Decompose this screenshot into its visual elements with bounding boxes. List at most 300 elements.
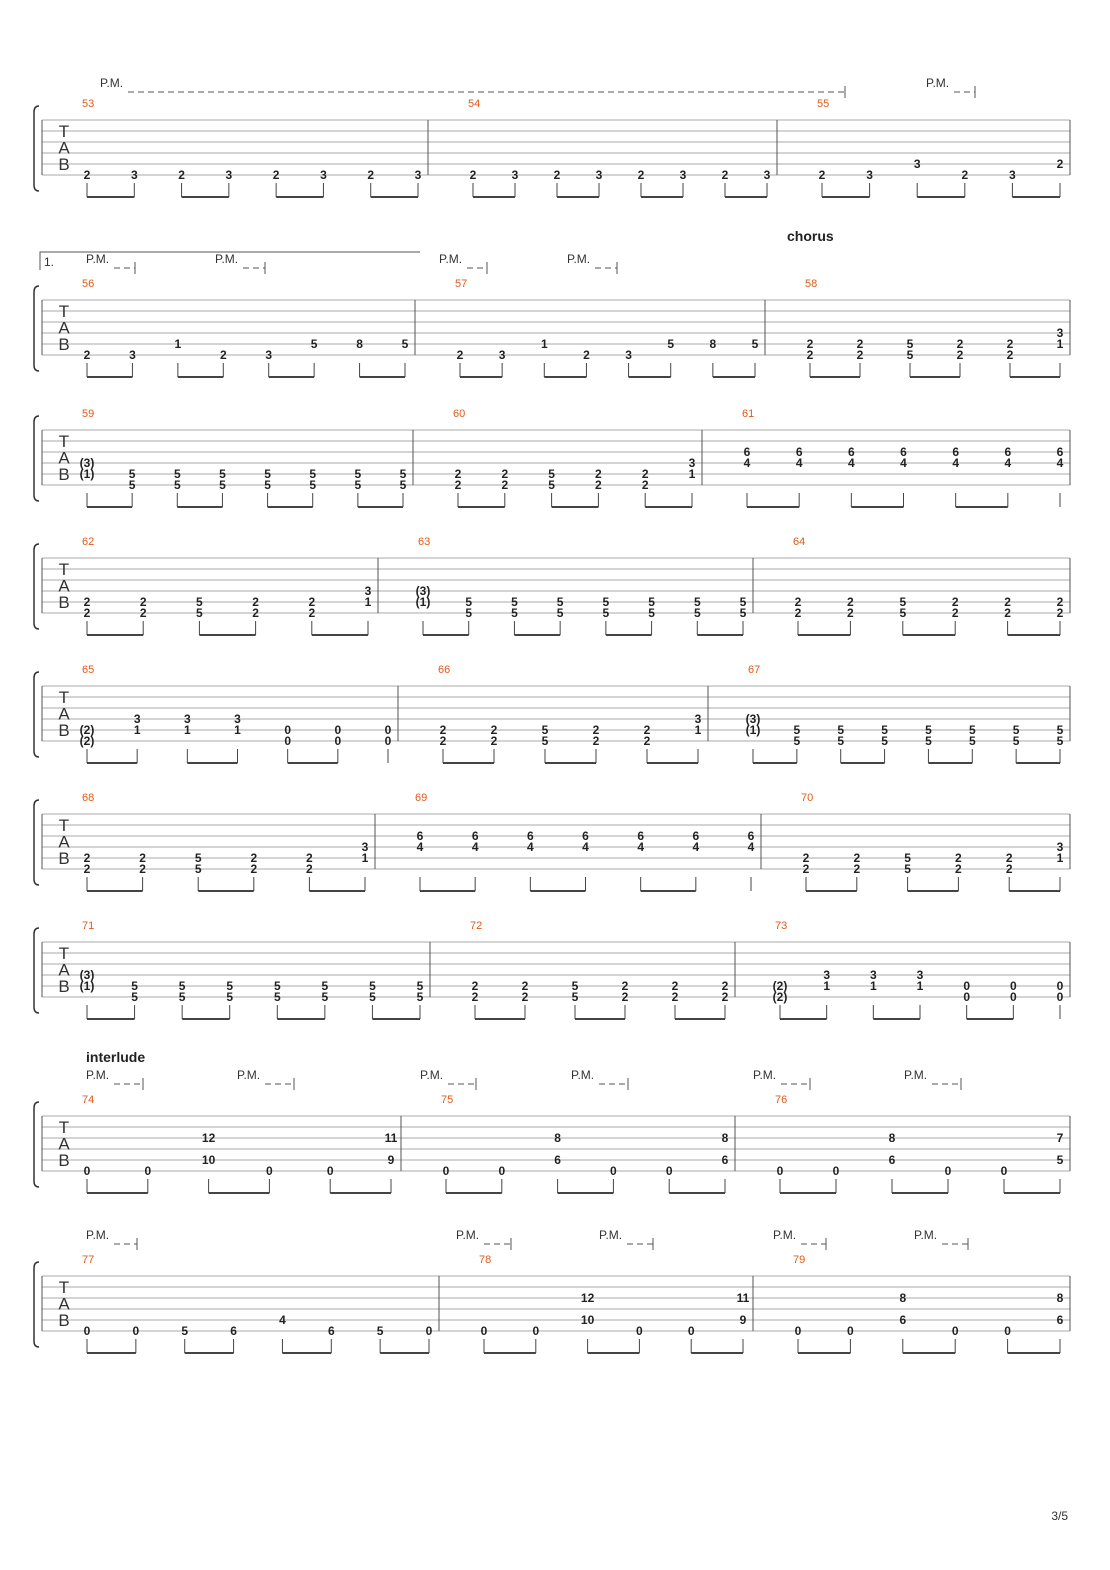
tab-clef-letter: B: [58, 593, 70, 612]
fret-number: 2: [856, 337, 864, 351]
fret-number: 2: [178, 168, 185, 182]
fret-number: 5: [602, 595, 610, 609]
fret-number: 8: [888, 1131, 896, 1145]
fret-number: 2: [272, 168, 280, 182]
fret-number: 4: [582, 840, 589, 854]
fret-number: 3: [823, 968, 831, 982]
fret-number: 0: [334, 723, 342, 737]
fret-number: 3: [225, 168, 233, 182]
fret-number: 6: [692, 829, 700, 843]
fret-number: 6: [1056, 445, 1064, 459]
fret-number: 0: [963, 990, 971, 1004]
fret-number: 4: [1056, 456, 1064, 470]
fret-number: 0: [266, 1164, 273, 1178]
fret-number: 2: [501, 478, 509, 492]
fret-number: 10: [580, 1313, 595, 1327]
fret-number: 0: [665, 1164, 673, 1178]
fret-number: 8: [709, 337, 717, 351]
measure-number: 70: [801, 792, 814, 804]
fret-number: 5: [219, 467, 226, 481]
fret-number: 2: [471, 990, 479, 1004]
fret-number: 12: [201, 1131, 216, 1145]
palm-mute-label: P.M.: [773, 1228, 797, 1242]
fret-number: 0: [832, 1164, 840, 1178]
fret-number: 0: [83, 1164, 91, 1178]
fret-number: 5: [793, 723, 801, 737]
fret-number: 1: [183, 723, 191, 737]
fret-number: 2: [83, 851, 91, 865]
fret-number: 2: [595, 478, 602, 492]
fret-number: 0: [1056, 979, 1064, 993]
fret-number: 5: [226, 979, 234, 993]
fret-number: 11: [736, 1291, 750, 1305]
fret-number: 2: [721, 990, 729, 1004]
fret-number: 2: [439, 734, 447, 748]
fret-number: 2: [956, 337, 964, 351]
fret-number: 0: [776, 1164, 784, 1178]
fret-number: 0: [442, 1164, 450, 1178]
fret-number: 5: [602, 606, 610, 620]
fret-number: 6: [582, 829, 589, 843]
measure-number: 56: [82, 278, 95, 290]
fret-number: 3: [688, 456, 696, 470]
fret-number: 3: [361, 840, 369, 854]
fret-number: 0: [326, 1164, 334, 1178]
fret-number: 3: [414, 168, 422, 182]
fret-number: 1: [174, 337, 182, 351]
fret-number: 5: [131, 990, 138, 1004]
fret-number: 5: [906, 337, 914, 351]
tab-system: [34, 1228, 1070, 1353]
fret-number: 3: [498, 348, 506, 362]
fret-number: 2: [306, 862, 313, 876]
fret-number: 6: [327, 1324, 335, 1338]
fret-number: 2: [308, 595, 316, 609]
fret-number: 5: [194, 862, 202, 876]
tab-clef-letter: A: [58, 960, 70, 980]
palm-mute-label: P.M.: [753, 1068, 777, 1082]
fret-number: 2: [521, 979, 529, 993]
fret-number: 4: [743, 456, 751, 470]
fret-number: 2: [671, 979, 679, 993]
fret-number: 0: [1056, 990, 1064, 1004]
fret-number: 2: [490, 723, 498, 737]
tab-clef-letter: B: [58, 721, 70, 740]
fret-number: 6: [471, 829, 479, 843]
fret-number: 0: [284, 734, 292, 748]
fret-number: (2): [772, 979, 788, 993]
measure-number: 67: [748, 664, 761, 676]
fret-number: 6: [1056, 1313, 1064, 1327]
fret-number: 5: [178, 990, 186, 1004]
system-bracket: [34, 1102, 39, 1187]
tab-clef-letter: T: [58, 560, 70, 579]
fret-number: 4: [279, 1313, 286, 1327]
fret-number: 0: [1009, 979, 1017, 993]
fret-number: 5: [904, 862, 911, 876]
fret-number: 0: [794, 1324, 802, 1338]
fret-number: 4: [795, 456, 803, 470]
fret-number: (2): [772, 990, 788, 1004]
fret-number: 2: [439, 723, 447, 737]
system-bracket: [34, 800, 39, 885]
fret-number: 2: [454, 478, 462, 492]
fret-number: 3: [1056, 840, 1064, 854]
fret-number: 6: [899, 1313, 907, 1327]
fret-number: 5: [401, 337, 409, 351]
tab-clef-letter: T: [58, 688, 70, 707]
fret-number: 2: [641, 478, 649, 492]
fret-number: 2: [1005, 862, 1013, 876]
tab-clef-letter: B: [58, 465, 70, 484]
measure-number: 66: [438, 664, 451, 676]
fret-number: 2: [806, 348, 814, 362]
fret-number: 2: [847, 606, 854, 620]
fret-number: 1: [361, 851, 369, 865]
palm-mute-label: P.M.: [904, 1068, 928, 1082]
tab-clef-letter: T: [58, 944, 70, 963]
system-bracket: [34, 672, 39, 757]
fret-number: 2: [853, 851, 861, 865]
fret-number: 6: [743, 445, 751, 459]
fret-number: 0: [944, 1164, 952, 1178]
fret-number: 0: [610, 1164, 617, 1178]
fret-number: 3: [511, 168, 519, 182]
fret-number: 2: [83, 862, 91, 876]
fret-number: 3: [595, 168, 603, 182]
fret-number: (3): [745, 712, 761, 726]
fret-number: 5: [571, 990, 579, 1004]
tab-clef-letter: A: [58, 448, 70, 468]
fret-number: 2: [139, 862, 146, 876]
fret-number: 2: [853, 862, 861, 876]
fret-number: 2: [818, 168, 826, 182]
fret-number: 9: [739, 1313, 747, 1327]
fret-number: 2: [553, 168, 561, 182]
fret-number: 5: [321, 979, 329, 993]
fret-number: 5: [369, 979, 376, 993]
measure-number: 62: [82, 536, 95, 548]
measure-number: 53: [82, 98, 95, 110]
fret-number: 6: [230, 1324, 237, 1338]
fret-number: 2: [1004, 606, 1011, 620]
fret-number: (1): [79, 979, 95, 993]
fret-number: 0: [425, 1324, 433, 1338]
fret-number: 2: [856, 348, 864, 362]
fret-number: 2: [956, 348, 964, 362]
tab-system: [34, 920, 1070, 1019]
fret-number: 2: [592, 734, 600, 748]
fret-number: 2: [1056, 606, 1064, 620]
section-label: interlude: [86, 1049, 146, 1065]
fret-number: 4: [847, 456, 855, 470]
fret-number: 5: [739, 606, 747, 620]
fret-number: 2: [721, 168, 729, 182]
fret-number: 6: [847, 445, 855, 459]
fret-number: 5: [693, 595, 701, 609]
fret-number: 2: [139, 595, 147, 609]
fret-number: 5: [376, 1324, 384, 1338]
tab-system: [34, 664, 1070, 763]
fret-number: 5: [416, 990, 424, 1004]
palm-mute-label: P.M.: [420, 1068, 444, 1082]
fret-number: 0: [636, 1324, 643, 1338]
fret-number: 5: [128, 467, 136, 481]
fret-number: 5: [837, 734, 845, 748]
fret-number: 4: [692, 840, 700, 854]
fret-number: 5: [899, 606, 907, 620]
fret-number: 2: [521, 990, 529, 1004]
tab-system: [34, 1049, 1070, 1193]
fret-number: 5: [194, 851, 202, 865]
fret-number: 1: [916, 979, 924, 993]
fret-number: 0: [480, 1324, 488, 1338]
fret-number: 0: [847, 1324, 854, 1338]
fret-number: 5: [968, 734, 976, 748]
fret-number: 2: [83, 595, 91, 609]
fret-number: 2: [456, 348, 464, 362]
fret-number: 5: [571, 979, 579, 993]
fret-number: 2: [802, 862, 810, 876]
measure-number: 58: [805, 278, 818, 290]
fret-number: (1): [745, 723, 761, 737]
fret-number: 2: [1056, 595, 1064, 609]
palm-mute-label: P.M.: [914, 1228, 938, 1242]
fret-number: 0: [83, 1324, 91, 1338]
measure-number: 71: [82, 920, 95, 932]
fret-number: 5: [196, 606, 203, 620]
fret-number: 5: [751, 337, 759, 351]
measure-number: 68: [82, 792, 95, 804]
measure-number: 55: [817, 98, 830, 110]
fret-number: 0: [1004, 1324, 1011, 1338]
tab-clef-letter: B: [58, 1151, 70, 1170]
fret-number: 2: [806, 337, 814, 351]
fret-number: 1: [1056, 851, 1064, 865]
fret-number: 2: [1056, 157, 1064, 171]
fret-number: 5: [693, 606, 701, 620]
measure-number: 61: [742, 408, 755, 420]
fret-number: 3: [916, 968, 924, 982]
fret-number: 5: [881, 723, 888, 737]
fret-number: 5: [399, 478, 407, 492]
fret-number: 2: [595, 467, 602, 481]
tab-clef-letter: T: [58, 122, 70, 141]
fret-number: 12: [580, 1291, 595, 1305]
palm-mute-label: P.M.: [926, 76, 950, 90]
fret-number: 2: [250, 862, 258, 876]
fret-number: 1: [234, 723, 241, 737]
fret-number: 6: [721, 1153, 729, 1167]
fret-number: 5: [131, 979, 138, 993]
fret-number: 0: [284, 723, 292, 737]
fret-number: (2): [79, 734, 95, 748]
fret-number: 8: [899, 1291, 907, 1305]
fret-number: 2: [671, 990, 679, 1004]
fret-number: 5: [219, 478, 226, 492]
fret-number: 5: [273, 990, 281, 1004]
fret-number: 2: [308, 606, 316, 620]
fret-number: 5: [541, 723, 549, 737]
fret-number: 3: [679, 168, 687, 182]
tab-system: [34, 228, 1070, 377]
fret-number: 5: [321, 990, 329, 1004]
fret-number: 2: [252, 606, 259, 620]
system-bracket: [34, 928, 39, 1013]
palm-mute-label: P.M.: [567, 252, 591, 266]
fret-number: 5: [511, 606, 518, 620]
fret-number: 4: [1004, 456, 1012, 470]
palm-mute-label: P.M.: [86, 1228, 110, 1242]
fret-number: 0: [384, 734, 392, 748]
fret-number: 0: [384, 723, 392, 737]
tab-clef-letter: B: [58, 1311, 70, 1330]
fret-number: 2: [83, 168, 91, 182]
fret-number: (3): [79, 456, 95, 470]
fret-number: 3: [364, 584, 372, 598]
fret-number: 5: [310, 337, 318, 351]
fret-number: 10: [201, 1153, 216, 1167]
system-bracket: [34, 1262, 39, 1347]
fret-number: 1: [823, 979, 831, 993]
fret-number: 0: [1000, 1164, 1008, 1178]
fret-number: 5: [881, 734, 888, 748]
palm-mute-label: P.M.: [571, 1068, 595, 1082]
fret-number: 5: [899, 595, 907, 609]
fret-number: 5: [196, 595, 203, 609]
fret-number: 6: [416, 829, 424, 843]
fret-number: 3: [1056, 326, 1064, 340]
fret-number: 4: [747, 840, 755, 854]
fret-number: 5: [556, 595, 564, 609]
tab-system: [34, 76, 1070, 197]
system-bracket: [34, 416, 39, 501]
fret-number: 4: [637, 840, 645, 854]
fret-number: 3: [320, 168, 327, 182]
fret-number: 5: [354, 467, 362, 481]
system-bracket: [34, 544, 39, 629]
fret-number: 5: [399, 467, 407, 481]
fret-number: 3: [625, 348, 632, 362]
fret-number: 2: [592, 723, 600, 737]
fret-number: 5: [1056, 734, 1064, 748]
fret-number: (3): [415, 584, 431, 598]
fret-number: 3: [913, 157, 921, 171]
fret-number: 5: [904, 851, 911, 865]
fret-number: 5: [264, 478, 271, 492]
tab-clef-letter: A: [58, 1134, 70, 1154]
tab-clef-letter: A: [58, 318, 70, 338]
fret-number: 6: [747, 829, 755, 843]
measure-number: 57: [455, 278, 468, 290]
tab-clef-letter: B: [58, 977, 70, 996]
fret-number: 8: [356, 337, 363, 351]
tab-clef-letter: B: [58, 155, 70, 174]
fret-number: 5: [1056, 1153, 1064, 1167]
measure-number: 72: [470, 920, 483, 932]
fret-number: 0: [963, 979, 971, 993]
fret-number: 5: [968, 723, 976, 737]
fret-number: 5: [1056, 723, 1064, 737]
tab-system: [34, 792, 1070, 891]
measure-number: 54: [468, 98, 481, 110]
fret-number: 5: [556, 606, 564, 620]
tab-clef-letter: A: [58, 1294, 70, 1314]
fret-number: 2: [454, 467, 462, 481]
fret-number: 5: [925, 734, 932, 748]
tab-clef-letter: A: [58, 138, 70, 158]
fret-number: 7: [1056, 1131, 1064, 1145]
fret-number: 0: [132, 1324, 140, 1338]
measure-number: 65: [82, 664, 95, 676]
palm-mute-label: P.M.: [86, 252, 110, 266]
fret-number: 6: [952, 445, 960, 459]
fret-number: 1: [869, 979, 877, 993]
fret-number: 5: [465, 606, 473, 620]
fret-number: 3: [183, 712, 191, 726]
fret-number: 5: [226, 990, 234, 1004]
palm-mute-label: P.M.: [237, 1068, 261, 1082]
measure-number: 69: [415, 792, 428, 804]
tab-clef-letter: A: [58, 576, 70, 596]
palm-mute-label: P.M.: [215, 252, 239, 266]
measure-number: 59: [82, 408, 95, 420]
fret-number: 8: [554, 1131, 561, 1145]
fret-number: 2: [621, 990, 629, 1004]
fret-number: 5: [648, 606, 655, 620]
fret-number: 5: [541, 734, 549, 748]
fret-number: 5: [1012, 723, 1020, 737]
fret-number: 2: [501, 467, 509, 481]
fret-number: 3: [265, 348, 273, 362]
fret-number: 5: [925, 723, 932, 737]
fret-number: 6: [526, 829, 534, 843]
tab-clef-letter: A: [58, 832, 70, 852]
fret-number: 2: [961, 168, 969, 182]
fret-number: 5: [273, 979, 281, 993]
fret-number: 2: [794, 595, 802, 609]
fret-number: 6: [1004, 445, 1012, 459]
fret-number: 3: [129, 348, 136, 362]
fret-number: 2: [219, 348, 227, 362]
fret-number: 2: [641, 467, 649, 481]
fret-number: 0: [532, 1324, 540, 1338]
fret-number: 2: [637, 168, 645, 182]
fret-number: 5: [309, 478, 317, 492]
fret-number: 4: [952, 456, 960, 470]
fret-number: 5: [548, 467, 555, 481]
fret-number: 2: [139, 851, 146, 865]
fret-number: 0: [498, 1164, 506, 1178]
fret-number: 8: [721, 1131, 729, 1145]
fret-number: 5: [369, 990, 376, 1004]
fret-number: (3): [79, 968, 95, 982]
fret-number: 5: [416, 979, 424, 993]
fret-number: 4: [471, 840, 479, 854]
fret-number: 5: [465, 595, 473, 609]
fret-number: 6: [888, 1153, 896, 1167]
fret-number: 2: [951, 595, 959, 609]
fret-number: 5: [648, 595, 655, 609]
tab-clef-letter: T: [58, 1118, 70, 1137]
fret-number: 2: [643, 723, 651, 737]
fret-number: 5: [181, 1324, 189, 1338]
fret-number: 2: [306, 851, 313, 865]
fret-number: 5: [511, 595, 518, 609]
palm-mute-label: P.M.: [100, 76, 124, 90]
fret-number: 8: [1056, 1291, 1064, 1305]
measure-number: 75: [441, 1094, 454, 1106]
